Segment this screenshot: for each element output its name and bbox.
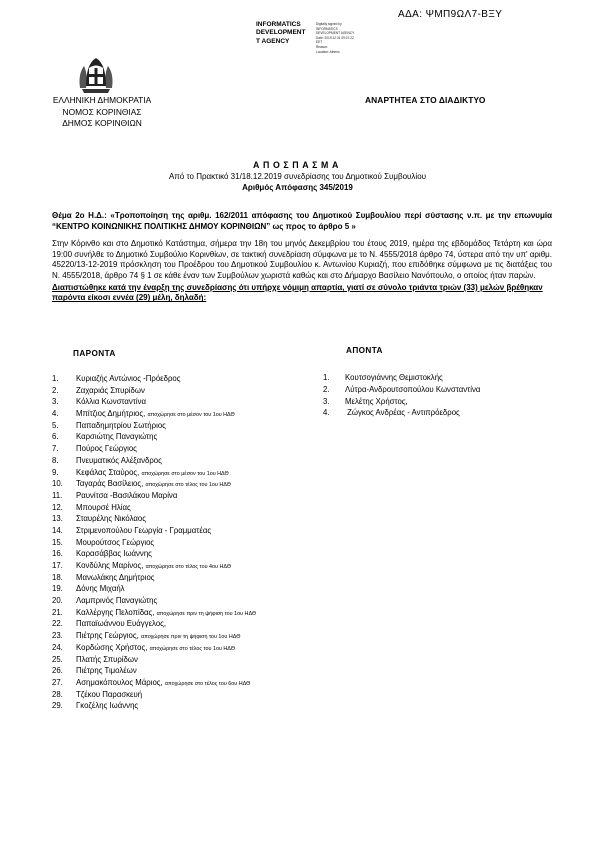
member-number: 11. (52, 490, 63, 500)
member-note: αποχώρησε πριν τη ψήφιση του 1ου ΗΔΘ (156, 610, 257, 617)
member-name: Παπαϊωάννου Ευάγγελος, (76, 619, 167, 629)
member-number: 4. (323, 408, 330, 418)
present-member (52, 420, 332, 432)
member-name: Ασημακόπουλος Μάριος, (76, 677, 163, 687)
member-name: Πιέτρης Τιμολέων (76, 666, 137, 676)
present-member (52, 385, 332, 397)
document-title: ΑΠΟΣΠΑΣΜΑ (253, 160, 342, 170)
member-number: 3. (323, 396, 330, 406)
greek-republic-emblem-icon (74, 52, 118, 96)
absent-member (323, 396, 583, 408)
present-member (52, 455, 332, 467)
present-member (52, 373, 332, 385)
present-member (52, 513, 332, 525)
member-name: Παπαδημητρίου Σωτήριος (76, 420, 166, 430)
posting-note: ΑΝΑΡΤΗΤΕΑ ΣΤΟ ΔΙΑΔΙΚΤΥΟ (365, 95, 486, 105)
member-number: 10. (52, 479, 63, 489)
member-name: Ζώγκος Ανδρέας - Αντιπρόεδρος (345, 408, 460, 418)
member-name: Καλλέργης Πελοπίδας, (76, 607, 155, 617)
member-name: Κυριαζής Αντώνιος -Πρόεδρος (76, 374, 181, 383)
member-number: 1. (52, 374, 59, 383)
member-number: 8. (52, 455, 59, 465)
member-name: Τζέκου Παρασκευή (76, 689, 143, 699)
present-member (52, 548, 332, 560)
decision-number: Αριθμός Απόφασης 345/2019 (242, 183, 353, 192)
member-note: αποχώρησε στο τέλος του 1ου ΗΔΘ (145, 482, 231, 489)
member-name: Μανωλάκης Δημήτριος (76, 572, 155, 582)
present-member (52, 396, 332, 408)
member-number: 18. (52, 572, 63, 582)
present-member (52, 525, 332, 537)
member-number: 1. (323, 373, 330, 382)
present-member (52, 583, 332, 595)
present-member (52, 689, 332, 701)
absent-members-list (323, 372, 583, 419)
member-number: 14. (52, 525, 63, 535)
member-number: 29. (52, 701, 63, 711)
quorum-statement: Διαπιστώθηκε κατά την έναρξη της συνεδρίασης ότι υπήρχε νόμιμη απαρτία, γιατί σε σύνολο τριάντα τριών (33) μελών βρέθηκαν παρόντα είκοσι εννέα (29) μέλη, δηλαδή: (52, 283, 543, 303)
member-name: Γκοζέλης Ιωάννης (76, 701, 139, 711)
member-name: Πλατής Σπυρίδων (76, 654, 138, 664)
issuer-municipality: ΔΗΜΟΣ ΚΟΡΙΝΘΙΩΝ (62, 118, 142, 128)
member-number: 12. (52, 502, 63, 512)
member-number: 2. (323, 384, 330, 394)
member-number: 20. (52, 596, 63, 606)
member-name: Κουτσογιάννης Θεμιστοκλής (345, 373, 443, 382)
member-number: 3. (52, 397, 59, 407)
member-name: Κεφάλας Σταύρος, (76, 467, 140, 477)
member-name: Λαμπρινός Παναγιώτης (76, 596, 158, 606)
issuer-block (52, 95, 152, 130)
member-number: 13. (52, 514, 63, 524)
member-name: Μπίτζιος Δημήτριος, (76, 409, 146, 419)
member-name: Κορδώσης Χρήστος, (76, 642, 148, 652)
member-number: 7. (52, 444, 59, 454)
member-note: αποχώρησε στο τέλος του 6ου ΗΔΘ (164, 680, 251, 687)
member-name: Ταγαράς Βασίλειος, (76, 479, 144, 489)
present-member (52, 700, 332, 712)
minutes-reference: Από το Πρακτικό 31/18.12.2019 συνεδρίασης του Δημοτικού Συμβουλίου (168, 172, 427, 181)
member-name: Κονδύλης Μαρίνος, (76, 561, 144, 570)
member-number: 17. (52, 561, 63, 570)
issuer-country: ΕΛΛΗΝΙΚΗ ΔΗΜΟΚΡΑΤΙΑ (52, 95, 152, 105)
present-member (52, 595, 332, 607)
present-member (52, 431, 332, 443)
member-number: 28. (52, 689, 63, 699)
member-name: Ζαχαριάς Σπυρίδων (76, 385, 145, 395)
member-name: Ραυνίτσα -Βασιλάκου Μαρίνα (76, 490, 178, 500)
member-name: Πιέτρης Γεώργιος, (76, 631, 139, 641)
present-member (52, 618, 332, 630)
member-number: 26. (52, 666, 63, 676)
absent-member (323, 372, 583, 384)
subject-paragraph: Θέμα 2ο Η.Δ.: «Τροποποίηση της αριθμ. 162/2011 απόφασης του Δημοτικού Συμβουλίου περί σύστασης ν.π. με την επωνυμία “ΚΕΝΤΡΟ ΚΟΙΝΩΝΙΚΗΣ ΠΟΛΙΤΙΚΗΣ ΔΗΜΟΥ ΚΟΡΙΝΘΙΩΝ” ως προς το άρθρο 5 » (52, 211, 552, 232)
member-number: 5. (52, 420, 59, 430)
present-members-list (52, 373, 332, 712)
member-number: 16. (52, 549, 63, 559)
present-member (52, 490, 332, 502)
member-number: 21. (52, 607, 63, 617)
present-member (52, 560, 332, 572)
member-number: 23. (52, 631, 63, 641)
member-note: αποχώρησε στο μέσον του 1ου ΗΔΘ (147, 412, 235, 419)
member-number: 25. (52, 654, 63, 664)
present-member (52, 572, 332, 584)
member-name: Δόνης Μιχαήλ (76, 584, 125, 594)
member-name: Πνευματικός Αλέξανδρος (76, 455, 162, 465)
member-number: 19. (52, 584, 63, 594)
member-name: Στριμενοπούλου Γεωργία - Γραμματέας (76, 525, 212, 535)
present-member (52, 665, 332, 677)
member-number: 22. (52, 619, 63, 629)
present-member (52, 642, 332, 654)
member-name: Καρσιώτης Παναγιώτης (76, 432, 158, 442)
member-name: Μελέτης Χρήστος, (345, 396, 408, 406)
member-number: 9. (52, 467, 59, 477)
present-member (52, 677, 332, 689)
session-paragraph: Στην Κόρινθο και στο Δημοτικό Κατάστημα, σήμερα την 18η του μηνός Δεκεμβρίου του έτους 2019, ημέρα της εβδομάδος Τετάρτη και ώρα 19:00 συνήλθε το Δημοτικό Συμβούλιο Κορινθίων, σε τακτική συνεδρίαση σύμφωνα με το Ν. 4555/2018 άρθρο 74, ύστερα από την υπ' αριθμ. 45220/13-12-2019 πρόσκληση του Προέδρου του Δημοτικού Συμβουλίου κ. Αντωνίου Κυριαζή, που επιδόθηκε σύμφωνα με τις διατάξεις του Ν. 4555/2018, άρθρο 74 § 1 σε κάθε έναν των Συμβούλων χωριστά καθώς και στο Δήμαρχο Βασίλειο Νανόπουλο, ο οποίος ήταν παρών. (52, 239, 552, 280)
issuer-prefecture: ΝΟΜΟΣ ΚΟΡΙΝΘΙΑΣ (62, 106, 142, 117)
member-name: Πούρος Γεώργιος (76, 444, 137, 454)
present-member (52, 478, 332, 490)
present-heading: ΠΑΡΟΝΤΑ (73, 349, 116, 358)
present-member (52, 630, 332, 642)
absent-member (323, 384, 583, 396)
member-number: 2. (52, 385, 59, 395)
present-member (52, 467, 332, 479)
member-name: Μπουρσέ Ηλίας (76, 502, 131, 512)
member-number: 6. (52, 432, 59, 442)
present-member (52, 654, 332, 666)
member-note: αποχώρησε στο μέσον του 1ου ΗΔΘ (141, 470, 229, 477)
present-member (52, 502, 332, 514)
member-note: αποχώρησε στο τέλος του 4ου ΗΔΘ (145, 564, 232, 570)
member-number: 15. (52, 537, 63, 547)
stamp-agency: INFORMATICS DEVELOPMENT T AGENCY (256, 21, 306, 45)
member-note: αποχώρησε πριν τη ψήφιση του 1ου ΗΔΘ (140, 634, 241, 641)
digital-signature-stamp (256, 21, 426, 61)
member-name: Λύτρα-Ανδρουτσοπούλου Κωνσταντίνα (345, 384, 481, 394)
member-number: 27. (52, 677, 63, 687)
member-name: Σταυρέλης Νικόλαος (76, 514, 146, 524)
member-name: Μουρούτσος Γεώργιος (76, 537, 155, 547)
member-note: αποχώρησε στο τέλος του 1ου ΗΔΘ (149, 645, 235, 652)
present-member (52, 408, 332, 420)
member-number: 24. (52, 642, 63, 652)
member-name: Καρασάββας Ιωάννης (76, 549, 152, 559)
member-number: 4. (52, 409, 59, 419)
present-member (52, 607, 332, 619)
member-name: Κόλλια Κωνσταντίνα (76, 397, 146, 407)
present-member (52, 537, 332, 549)
ada-code: ΑΔΑ: ΨΜΠ9ΩΛ7-ΒΞΥ (398, 9, 503, 20)
stamp-details: Digitally signed by INFORMATICS DEVELOPMENT AGENCY Date: 2019.12.31 09:07:22 EET Reason: Location: Athens (316, 22, 355, 54)
present-member (52, 443, 332, 455)
absent-member (323, 407, 583, 419)
absent-heading: ΑΠΟΝΤΑ (346, 346, 383, 355)
